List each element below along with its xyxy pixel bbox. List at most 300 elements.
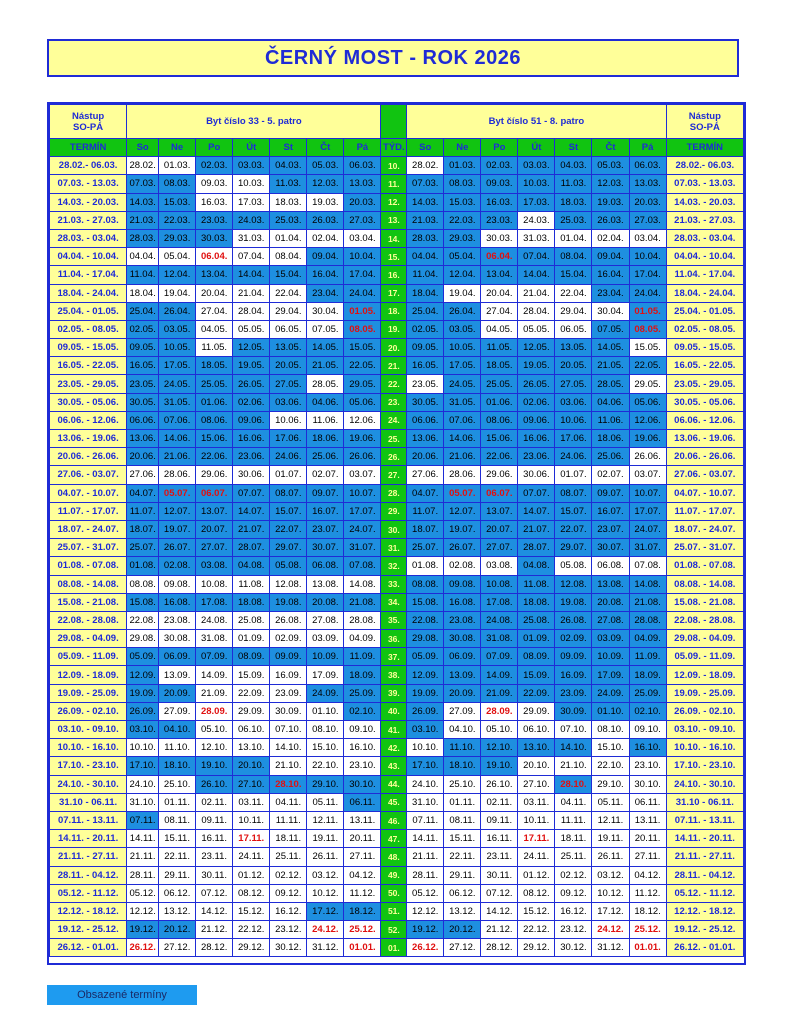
date-cell-apt1: 16.08. — [159, 593, 196, 611]
date-cell-apt2: 19.07. — [444, 520, 481, 538]
date-cell-apt2: 27.12. — [444, 939, 481, 957]
date-cell-apt2: 24.08. — [481, 611, 518, 629]
date-cell-apt2: 06.03. — [629, 157, 666, 175]
term-cell: 30.05. - 05.06. — [666, 393, 743, 411]
date-cell-apt1: 16.03. — [196, 193, 233, 211]
date-cell-apt1: 09.03. — [196, 175, 233, 193]
term-cell: 22.08. - 28.08. — [666, 611, 743, 629]
term-cell: 11.04. - 17.04. — [50, 266, 127, 284]
week-row — [50, 357, 744, 375]
date-cell-apt2: 23.08. — [444, 611, 481, 629]
term-cell: 27.06. - 03.07. — [50, 466, 127, 484]
date-cell-apt2: 10.12. — [592, 884, 629, 902]
date-cell-apt1: 27.08. — [307, 611, 344, 629]
week-number: 43. — [381, 757, 407, 775]
date-cell-apt2: 05.03. — [592, 157, 629, 175]
week-number: 39. — [381, 684, 407, 702]
date-cell-apt1: 03.04. — [344, 229, 381, 247]
term-cell: 28.11. - 04.12. — [666, 866, 743, 884]
term-cell: 05.12. - 11.12. — [50, 884, 127, 902]
date-cell-apt1: 12.08. — [270, 575, 307, 593]
date-cell-apt2: 08.07. — [555, 484, 592, 502]
term-cell: 14.11. - 20.11. — [666, 830, 743, 848]
date-cell-apt2: 13.03. — [629, 175, 666, 193]
date-cell-apt2: 22.10. — [592, 757, 629, 775]
date-cell-apt1: 08.11. — [159, 811, 196, 829]
date-cell-apt1: 12.09. — [127, 666, 159, 684]
date-cell-apt2: 20.03. — [629, 193, 666, 211]
term-cell: 03.10. - 09.10. — [50, 721, 127, 739]
date-cell-apt1: 20.11. — [344, 830, 381, 848]
date-cell-apt2: 30.05. — [407, 393, 444, 411]
date-cell-apt2: 22.03. — [444, 211, 481, 229]
date-cell-apt2: 30.09. — [555, 702, 592, 720]
day-header: Po — [481, 139, 518, 157]
date-cell-apt2: 09.05. — [407, 339, 444, 357]
date-cell-apt1: 01.06. — [196, 393, 233, 411]
term-cell: 08.08. - 14.08. — [50, 575, 127, 593]
date-cell-apt2: 02.09. — [555, 630, 592, 648]
date-cell-apt1: 27.09. — [159, 702, 196, 720]
date-cell-apt1: 25.08. — [233, 611, 270, 629]
week-row — [50, 193, 744, 211]
date-cell-apt1: 10.04. — [344, 248, 381, 266]
date-cell-apt1: 24.12. — [307, 921, 344, 939]
date-cell-apt1: 08.10. — [307, 721, 344, 739]
date-cell-apt2: 07.08. — [629, 557, 666, 575]
apartment-1-header: Byt číslo 33 - 5. patro — [127, 105, 381, 139]
date-cell-apt1: 01.12. — [233, 866, 270, 884]
date-cell-apt1: 23.10. — [344, 757, 381, 775]
week-row — [50, 630, 744, 648]
date-cell-apt2: 19.03. — [592, 193, 629, 211]
date-cell-apt1: 22.05. — [344, 357, 381, 375]
date-cell-apt2: 24.12. — [592, 921, 629, 939]
date-cell-apt1: 16.11. — [196, 830, 233, 848]
week-number: 11. — [381, 175, 407, 193]
date-cell-apt2: 05.10. — [481, 721, 518, 739]
date-cell-apt1: 06.08. — [307, 557, 344, 575]
term-cell: 16.05. - 22.05. — [666, 357, 743, 375]
date-cell-apt1: 07.11. — [127, 811, 159, 829]
week-number: 12. — [381, 193, 407, 211]
day-header: Čt — [592, 139, 629, 157]
week-row — [50, 611, 744, 629]
term-cell: 06.06. - 12.06. — [50, 411, 127, 429]
date-cell-apt1: 30.10. — [344, 775, 381, 793]
date-cell-apt1: 03.09. — [307, 630, 344, 648]
week-row — [50, 648, 744, 666]
week-number: 31. — [381, 539, 407, 557]
date-cell-apt2: 08.08. — [407, 575, 444, 593]
date-cell-apt2: 28.02. — [407, 157, 444, 175]
week-row — [50, 393, 744, 411]
date-cell-apt1: 26.12. — [127, 939, 159, 957]
week-number: 45. — [381, 793, 407, 811]
date-cell-apt1: 26.11. — [307, 848, 344, 866]
date-cell-apt2: 16.07. — [592, 502, 629, 520]
date-cell-apt2: 13.06. — [407, 430, 444, 448]
booking-calendar — [47, 102, 746, 965]
date-cell-apt2: 05.09. — [407, 648, 444, 666]
date-cell-apt1: 14.06. — [159, 430, 196, 448]
date-cell-apt1: 06.04. — [196, 248, 233, 266]
week-row — [50, 939, 744, 957]
term-cell: 24.10. - 30.10. — [666, 775, 743, 793]
date-cell-apt1: 10.03. — [233, 175, 270, 193]
date-cell-apt1: 03.03. — [233, 157, 270, 175]
date-cell-apt1: 16.05. — [127, 357, 159, 375]
week-row — [50, 593, 744, 611]
date-cell-apt1: 21.05. — [307, 357, 344, 375]
week-number: 34. — [381, 593, 407, 611]
date-cell-apt2: 03.12. — [592, 866, 629, 884]
date-cell-apt2: 07.05. — [592, 320, 629, 338]
date-cell-apt1: 25.09. — [344, 684, 381, 702]
date-cell-apt1: 19.06. — [344, 430, 381, 448]
date-cell-apt1: 12.12. — [127, 902, 159, 920]
date-cell-apt2: 20.05. — [555, 357, 592, 375]
date-cell-apt2: 12.10. — [481, 739, 518, 757]
date-cell-apt1: 19.05. — [233, 357, 270, 375]
term-cell: 18.07. - 24.07. — [666, 520, 743, 538]
week-number: 38. — [381, 666, 407, 684]
date-cell-apt2: 09.09. — [555, 648, 592, 666]
week-row — [50, 520, 744, 538]
day-header: St — [555, 139, 592, 157]
date-cell-apt1: 11.06. — [307, 411, 344, 429]
date-cell-apt2: 24.11. — [518, 848, 555, 866]
date-cell-apt1: 08.08. — [127, 575, 159, 593]
date-cell-apt2: 13.10. — [518, 739, 555, 757]
date-cell-apt2: 20.09. — [444, 684, 481, 702]
date-cell-apt1: 30.05. — [127, 393, 159, 411]
date-cell-apt1: 28.05. — [307, 375, 344, 393]
date-cell-apt2: 01.12. — [518, 866, 555, 884]
date-cell-apt2: 03.04. — [629, 229, 666, 247]
date-cell-apt1: 02.11. — [196, 793, 233, 811]
date-cell-apt1: 30.03. — [196, 229, 233, 247]
week-row — [50, 320, 744, 338]
date-cell-apt1: 13.04. — [196, 266, 233, 284]
date-cell-apt1: 09.08. — [159, 575, 196, 593]
term-cell: 17.10. - 23.10. — [50, 757, 127, 775]
date-cell-apt1: 11.11. — [270, 811, 307, 829]
date-cell-apt1: 22.07. — [270, 520, 307, 538]
week-number: 52. — [381, 921, 407, 939]
date-cell-apt1: 03.08. — [196, 557, 233, 575]
date-cell-apt1: 14.12. — [196, 902, 233, 920]
term-cell: 14.03. - 20.03. — [666, 193, 743, 211]
date-cell-apt2: 21.07. — [518, 520, 555, 538]
date-cell-apt2: 31.08. — [481, 630, 518, 648]
week-number: 23. — [381, 393, 407, 411]
week-row — [50, 175, 744, 193]
date-cell-apt2: 21.12. — [481, 921, 518, 939]
term-cell: 08.08. - 14.08. — [666, 575, 743, 593]
date-cell-apt2: 12.08. — [555, 575, 592, 593]
date-cell-apt1: 01.11. — [159, 793, 196, 811]
date-cell-apt1: 31.07. — [344, 539, 381, 557]
date-cell-apt2: 17.03. — [518, 193, 555, 211]
date-cell-apt1: 12.04. — [159, 266, 196, 284]
week-row — [50, 229, 744, 247]
date-cell-apt2: 01.03. — [444, 157, 481, 175]
date-cell-apt1: 07.09. — [196, 648, 233, 666]
date-cell-apt1: 25.06. — [307, 448, 344, 466]
term-cell: 18.07. - 24.07. — [50, 520, 127, 538]
date-cell-apt1: 11.03. — [270, 175, 307, 193]
date-cell-apt2: 29.04. — [555, 302, 592, 320]
date-cell-apt2: 20.11. — [629, 830, 666, 848]
term-cell: 25.07. - 31.07. — [50, 539, 127, 557]
date-cell-apt1: 29.09. — [233, 702, 270, 720]
date-cell-apt1: 04.10. — [159, 721, 196, 739]
date-cell-apt2: 06.12. — [444, 884, 481, 902]
date-cell-apt2: 23.10. — [629, 757, 666, 775]
date-cell-apt2: 12.07. — [444, 502, 481, 520]
date-cell-apt2: 02.04. — [592, 229, 629, 247]
week-row — [50, 921, 744, 939]
date-cell-apt1: 06.06. — [127, 411, 159, 429]
term-cell: 22.08. - 28.08. — [50, 611, 127, 629]
date-cell-apt1: 02.10. — [344, 702, 381, 720]
date-cell-apt1: 24.10. — [127, 775, 159, 793]
date-cell-apt1: 08.05. — [344, 320, 381, 338]
date-cell-apt1: 31.05. — [159, 393, 196, 411]
date-cell-apt1: 18.11. — [270, 830, 307, 848]
date-cell-apt2: 07.04. — [518, 248, 555, 266]
date-cell-apt2: 12.06. — [629, 411, 666, 429]
term-cell: 09.05. - 15.05. — [666, 339, 743, 357]
date-cell-apt2: 18.11. — [555, 830, 592, 848]
week-row — [50, 757, 744, 775]
date-cell-apt2: 14.06. — [444, 430, 481, 448]
week-number: 26. — [381, 448, 407, 466]
date-cell-apt1: 14.03. — [127, 193, 159, 211]
date-cell-apt1: 15.06. — [196, 430, 233, 448]
date-cell-apt1: 25.11. — [270, 848, 307, 866]
date-cell-apt1: 09.07. — [307, 484, 344, 502]
date-cell-apt2: 08.06. — [481, 411, 518, 429]
date-cell-apt1: 01.01. — [344, 939, 381, 957]
date-cell-apt2: 29.10. — [592, 775, 629, 793]
date-cell-apt2: 26.09. — [407, 702, 444, 720]
date-cell-apt2: 18.05. — [481, 357, 518, 375]
date-cell-apt1: 10.09. — [307, 648, 344, 666]
header-row-2 — [50, 139, 744, 157]
date-cell-apt2: 16.08. — [444, 593, 481, 611]
term-cell: 25.04. - 01.05. — [50, 302, 127, 320]
date-cell-apt2: 25.06. — [592, 448, 629, 466]
date-cell-apt1: 07.08. — [344, 557, 381, 575]
date-cell-apt2: 19.11. — [592, 830, 629, 848]
date-cell-apt1: 24.06. — [270, 448, 307, 466]
term-cell: 18.04. - 24.04. — [666, 284, 743, 302]
term-cell: 28.02.- 06.03. — [666, 157, 743, 175]
term-cell: 03.10. - 09.10. — [666, 721, 743, 739]
date-cell-apt1: 29.06. — [196, 466, 233, 484]
date-cell-apt2: 16.06. — [518, 430, 555, 448]
date-cell-apt2: 02.07. — [592, 466, 629, 484]
date-cell-apt1: 06.10. — [233, 721, 270, 739]
date-cell-apt1: 26.08. — [270, 611, 307, 629]
week-number: 35. — [381, 611, 407, 629]
date-cell-apt1: 15.04. — [270, 266, 307, 284]
date-cell-apt2: 02.08. — [444, 557, 481, 575]
date-cell-apt1: 10.06. — [270, 411, 307, 429]
date-cell-apt2: 17.05. — [444, 357, 481, 375]
date-cell-apt2: 07.06. — [444, 411, 481, 429]
date-cell-apt2: 20.07. — [481, 520, 518, 538]
date-cell-apt2: 30.07. — [592, 539, 629, 557]
date-cell-apt1: 23.05. — [127, 375, 159, 393]
date-cell-apt1: 10.07. — [344, 484, 381, 502]
date-cell-apt2: 20.12. — [444, 921, 481, 939]
date-cell-apt2: 29.07. — [555, 539, 592, 557]
date-cell-apt1: 23.06. — [233, 448, 270, 466]
date-cell-apt2: 22.08. — [407, 611, 444, 629]
date-cell-apt2: 04.03. — [555, 157, 592, 175]
term-cell: 12.12. - 18.12. — [50, 902, 127, 920]
date-cell-apt1: 06.03. — [344, 157, 381, 175]
term-cell: 13.06. - 19.06. — [666, 430, 743, 448]
date-cell-apt2: 11.08. — [518, 575, 555, 593]
date-cell-apt2: 09.04. — [592, 248, 629, 266]
date-cell-apt1: 21.12. — [196, 921, 233, 939]
date-cell-apt2: 28.12. — [481, 939, 518, 957]
date-cell-apt2: 29.12. — [518, 939, 555, 957]
date-cell-apt1: 03.11. — [233, 793, 270, 811]
date-cell-apt2: 29.09. — [518, 702, 555, 720]
week-number: 51. — [381, 902, 407, 920]
date-cell-apt1: 15.09. — [233, 666, 270, 684]
date-cell-apt1: 12.11. — [307, 811, 344, 829]
date-cell-apt2: 17.04. — [629, 266, 666, 284]
date-cell-apt1: 12.05. — [233, 339, 270, 357]
date-cell-apt1: 18.05. — [196, 357, 233, 375]
date-cell-apt2: 30.04. — [592, 302, 629, 320]
week-row — [50, 739, 744, 757]
date-cell-apt1: 30.07. — [307, 539, 344, 557]
term-cell: 18.04. - 24.04. — [50, 284, 127, 302]
date-cell-apt1: 30.11. — [196, 866, 233, 884]
date-cell-apt2: 06.11. — [629, 793, 666, 811]
date-cell-apt1: 21.09. — [196, 684, 233, 702]
date-cell-apt2: 26.07. — [444, 539, 481, 557]
date-cell-apt1: 27.10. — [233, 775, 270, 793]
date-cell-apt1: 11.10. — [159, 739, 196, 757]
date-cell-apt2: 23.09. — [555, 684, 592, 702]
date-cell-apt2: 27.06. — [407, 466, 444, 484]
date-cell-apt1: 11.09. — [344, 648, 381, 666]
date-cell-apt1: 13.12. — [159, 902, 196, 920]
date-cell-apt2: 27.08. — [592, 611, 629, 629]
date-cell-apt2: 25.05. — [481, 375, 518, 393]
date-cell-apt1: 29.12. — [233, 939, 270, 957]
date-cell-apt1: 04.12. — [344, 866, 381, 884]
header-row-1 — [50, 105, 744, 139]
date-cell-apt1: 02.09. — [270, 630, 307, 648]
date-cell-apt2: 04.06. — [592, 393, 629, 411]
date-cell-apt2: 04.12. — [629, 866, 666, 884]
date-cell-apt2: 07.10. — [555, 721, 592, 739]
date-cell-apt1: 05.06. — [344, 393, 381, 411]
date-cell-apt2: 08.10. — [592, 721, 629, 739]
date-cell-apt1: 02.06. — [233, 393, 270, 411]
date-cell-apt2: 01.04. — [555, 229, 592, 247]
date-cell-apt2: 25.03. — [555, 211, 592, 229]
term-cell: 19.09. - 25.09. — [666, 684, 743, 702]
date-cell-apt2: 11.12. — [629, 884, 666, 902]
date-cell-apt2: 18.10. — [444, 757, 481, 775]
date-cell-apt1: 16.12. — [270, 902, 307, 920]
date-cell-apt1: 07.07. — [233, 484, 270, 502]
week-number: 21. — [381, 357, 407, 375]
date-cell-apt2: 28.09. — [481, 702, 518, 720]
date-cell-apt1: 17.07. — [344, 502, 381, 520]
term-cell: 02.05. - 08.05. — [666, 320, 743, 338]
date-cell-apt1: 22.12. — [233, 921, 270, 939]
date-cell-apt1: 29.08. — [127, 630, 159, 648]
date-cell-apt1: 28.11. — [127, 866, 159, 884]
page-title: ČERNÝ MOST - ROK 2026 — [264, 46, 522, 69]
date-cell-apt2: 19.06. — [629, 430, 666, 448]
date-cell-apt2: 11.09. — [629, 648, 666, 666]
date-cell-apt1: 14.10. — [270, 739, 307, 757]
date-cell-apt2: 15.08. — [407, 593, 444, 611]
week-number: 27. — [381, 466, 407, 484]
term-cell: 02.05. - 08.05. — [50, 320, 127, 338]
term-cell: 28.02.- 06.03. — [50, 157, 127, 175]
date-cell-apt1: 23.11. — [196, 848, 233, 866]
date-cell-apt2: 19.12. — [407, 921, 444, 939]
date-cell-apt2: 08.04. — [555, 248, 592, 266]
date-cell-apt1: 10.08. — [196, 575, 233, 593]
date-cell-apt2: 03.05. — [444, 320, 481, 338]
week-row — [50, 684, 744, 702]
date-cell-apt2: 09.10. — [629, 721, 666, 739]
term-cell: 20.06. - 26.06. — [50, 448, 127, 466]
day-header: Ne — [159, 139, 196, 157]
term-cell: 07.11. - 13.11. — [666, 811, 743, 829]
date-cell-apt2: 12.11. — [592, 811, 629, 829]
date-cell-apt1: 28.12. — [196, 939, 233, 957]
term-cell: 24.10. - 30.10. — [50, 775, 127, 793]
date-cell-apt2: 13.11. — [629, 811, 666, 829]
date-cell-apt1: 07.04. — [233, 248, 270, 266]
week-row — [50, 284, 744, 302]
date-cell-apt2: 21.04. — [518, 284, 555, 302]
date-cell-apt1: 02.08. — [159, 557, 196, 575]
date-cell-apt2: 09.12. — [555, 884, 592, 902]
term-cell: 04.04. - 10.04. — [50, 248, 127, 266]
date-cell-apt2: 02.11. — [481, 793, 518, 811]
term-cell: 19.12. - 25.12. — [50, 921, 127, 939]
date-cell-apt1: 02.04. — [307, 229, 344, 247]
date-cell-apt2: 28.05. — [592, 375, 629, 393]
term-cell: 11.07. - 17.07. — [666, 502, 743, 520]
term-cell: 06.06. - 12.06. — [666, 411, 743, 429]
term-cell: 01.08. - 07.08. — [666, 557, 743, 575]
date-cell-apt1: 16.09. — [270, 666, 307, 684]
date-cell-apt1: 12.06. — [344, 411, 381, 429]
date-cell-apt2: 01.01. — [629, 939, 666, 957]
date-cell-apt1: 06.12. — [159, 884, 196, 902]
date-cell-apt1: 20.05. — [270, 357, 307, 375]
date-cell-apt1: 15.07. — [270, 502, 307, 520]
term-cell: 07.03. - 13.03. — [50, 175, 127, 193]
